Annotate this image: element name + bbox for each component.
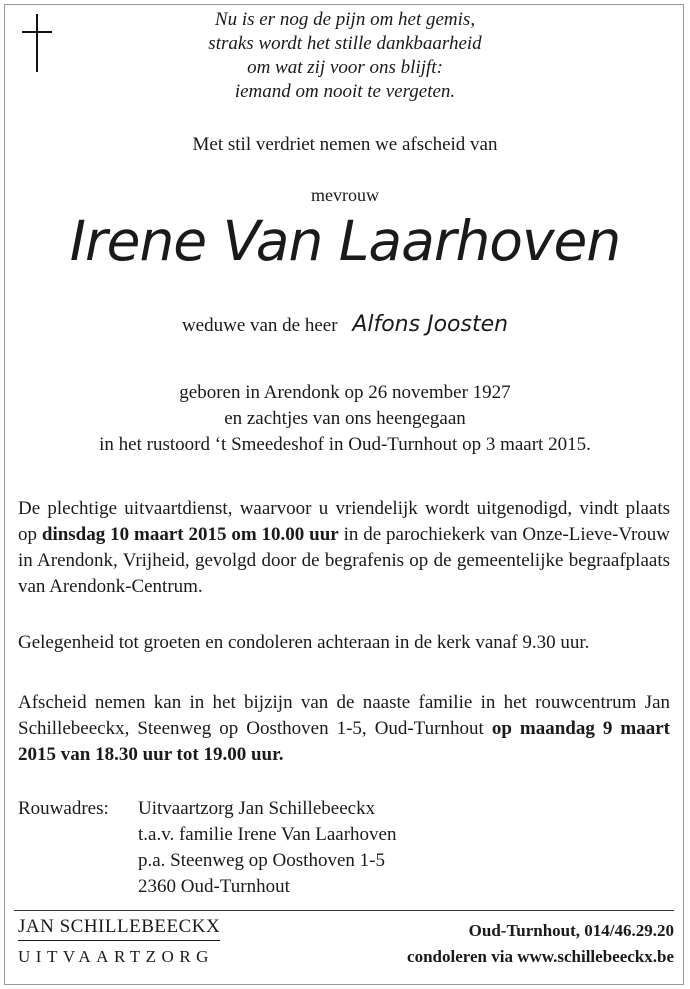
funeral-paragraph (18, 496, 670, 600)
address-line: t.a.v. familie Irene Van Laarhoven (138, 824, 397, 845)
farewell-time: op maandag 9 maart 2015 van 18.30 uur tot 19.00 uur. (18, 718, 671, 765)
honorific: mevrouw (311, 185, 379, 205)
condolence-paragraph: Gelegenheid tot groeten en condoleren achteraan in de kerk vanaf 9.30 uur. (18, 632, 590, 653)
poem-line: straks wordt het stille dankbaarheid (208, 33, 482, 54)
poem-line: iemand om nooit te vergeten. (234, 81, 456, 102)
poem-line: Nu is er nog de pijn om het gemis, (214, 9, 476, 30)
funeral-text-post: in de parochiekerk van Onze-Lieve-Vrouw in Arendonk, Vrijheid, gevolgd door de begrafenis op de gemeentelijke begraafplaats van Arendonk-Centrum. (18, 524, 671, 597)
place-line: in het rustoord ‘t Smeedeshof in Oud-Turnhout op 3 maart 2015. (99, 434, 591, 455)
address-line: 2360 Oud-Turnhout (138, 876, 290, 897)
address-label: Rouwadres: (18, 798, 109, 819)
funeral-home-logo (18, 916, 220, 967)
poem-line: om wat zij voor ons blijft: (247, 57, 443, 78)
poem (120, 8, 570, 104)
cross-icon (20, 14, 56, 74)
address-lines (138, 796, 397, 900)
passed-line: en zachtjes van ons heengegaan (224, 408, 466, 429)
footer-divider (14, 910, 674, 911)
funeral-text-pre: De plechtige uitvaartdienst, waarvoor u vriendelijk wordt uitgenodigd, vindt plaats op (18, 498, 670, 545)
husband-name: Alfons Joosten (352, 312, 509, 337)
contact-info (407, 918, 674, 970)
born-line: geboren in Arendonk op 26 november 1927 (179, 382, 511, 403)
contact-phone: Oud-Turnhout, 014/46.29.20 (468, 921, 674, 940)
logo-tagline: UITVAARTZORG (18, 947, 214, 966)
address-line: p.a. Steenweg op Oosthoven 1-5 (138, 850, 385, 871)
deceased-name: Irene Van Laarhoven (69, 209, 621, 273)
farewell-text: Afscheid nemen kan in het bijzijn van de naaste familie in het rouwcentrum Jan Schillebeeckx, Steenweg op Oosthoven 1-5, Oud-Turnhout (18, 692, 670, 739)
address-line: Uitvaartzorg Jan Schillebeeckx (138, 798, 376, 819)
logo-name: JAN SCHILLEBEECKX (18, 916, 220, 941)
farewell-paragraph (18, 690, 670, 768)
widow-prefix: weduwe van de heer (181, 315, 338, 336)
intro-text: Met stil verdriet nemen we afscheid van (192, 134, 498, 155)
funeral-date: dinsdag 10 maart 2015 om 10.00 uur (41, 524, 339, 545)
widow-line (0, 312, 690, 337)
birth-death-info (0, 380, 690, 458)
contact-website[interactable]: condoleren via www.schillebeeckx.be (407, 947, 674, 966)
